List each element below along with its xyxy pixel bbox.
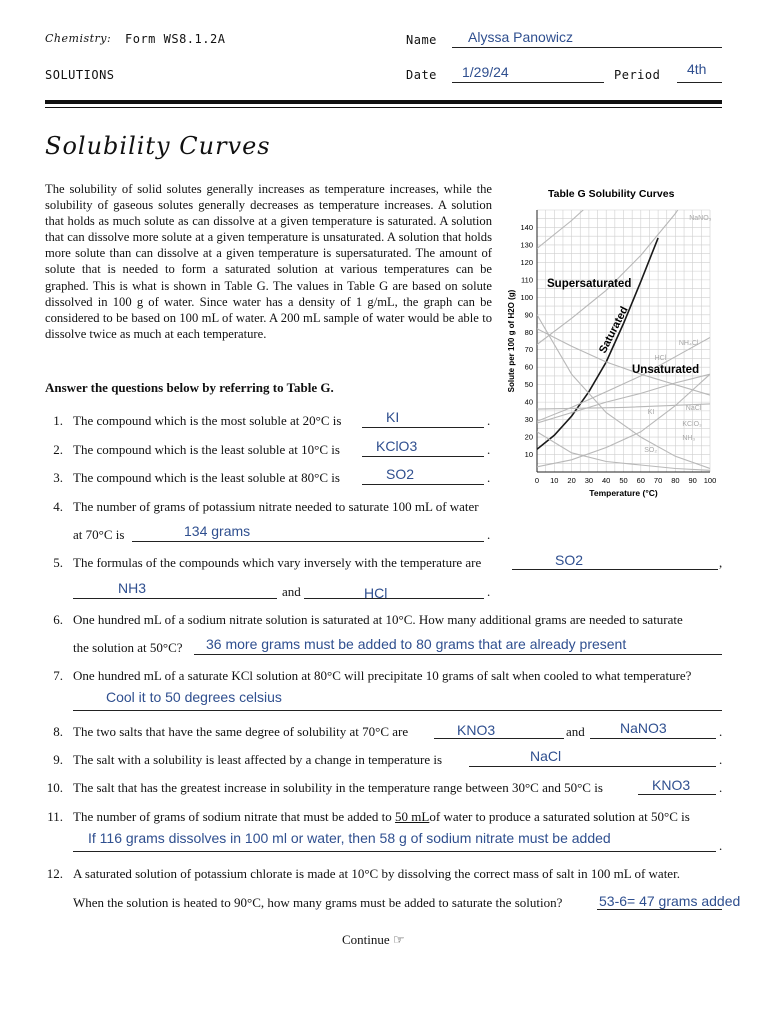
q8-answer-line-1	[434, 738, 564, 739]
form-code: Form WS8.1.2A	[125, 32, 226, 46]
y-tick-label: 30	[524, 415, 533, 425]
x-tick-label: 0	[534, 476, 540, 485]
q7-number: 7.	[53, 668, 63, 683]
q9-number: 9.	[53, 752, 63, 767]
q5-connector: and	[282, 584, 301, 599]
period-label: Period	[614, 68, 661, 82]
q11-number: 11.	[47, 809, 63, 824]
x-tick-label: 30	[584, 476, 594, 485]
y-tick-label: 70	[524, 345, 533, 355]
x-tick-label: 40	[602, 476, 611, 485]
q6-answer-line	[194, 654, 722, 655]
y-tick-label: 50	[524, 380, 533, 390]
q5-answer-2[interactable]: NH3	[118, 580, 147, 596]
series-label-nh3: NH₃	[682, 435, 696, 442]
q7-answer[interactable]: Cool it to 50 degrees celsius	[106, 689, 282, 705]
y-tick-label: 120	[520, 257, 533, 267]
x-tick-label: 20	[567, 476, 576, 485]
series-label-kclo3: KClO₃	[682, 421, 702, 428]
subject-label: SOLUTIONS	[45, 68, 115, 82]
series-label-nh4cl: NH₄Cl	[678, 340, 699, 347]
y-tick-label: 10	[524, 450, 533, 460]
q11-text-before: The number of grams of sodium nitrate that must be added to	[73, 809, 392, 824]
q8-connector: and	[566, 724, 585, 739]
q12-text: A saturated solution of potassium chlorate is made at 10°C by dissolving the correct mass of salt in 100 mL of water.	[73, 866, 680, 881]
q5-period: .	[487, 584, 491, 599]
solubility-chart	[500, 182, 728, 502]
continue-label: Continue ☞	[342, 932, 405, 947]
annotation-saturated: Saturated	[596, 304, 631, 356]
q7-text: One hundred mL of a saturate KCl solution at 80°C will precipitate 10 grams of salt when cooled to what temperature?	[73, 668, 692, 683]
q10-text: The salt that has the greatest increase in solubility in the temperature range between 30°C and 50°C is	[73, 780, 603, 795]
q4-number: 4.	[53, 499, 63, 514]
x-tick-label: 50	[619, 476, 628, 485]
q6-text-line2: the solution at 50°C?	[73, 640, 183, 655]
q11-text	[73, 809, 690, 825]
q9-text: The salt with a solubility is least affected by a change in temperature is	[73, 752, 443, 767]
q8-answer-2[interactable]: NaNO3	[620, 720, 667, 736]
q8-answer-1[interactable]: KNO3	[457, 722, 496, 738]
q4-text: The number of grams of potassium nitrate needed to saturate 100 mL of water	[73, 499, 479, 514]
q6-answer[interactable]: 36 more grams must be added to 80 grams that are already present	[206, 636, 627, 652]
q2-number: 2.	[53, 442, 63, 457]
q3-number: 3.	[53, 470, 63, 485]
q2-answer[interactable]: KClO3	[376, 438, 418, 454]
q4-answer[interactable]: 134 grams	[184, 523, 251, 539]
q10-answer[interactable]: KNO3	[652, 777, 691, 793]
q11-text-after: of water to produce a saturated solution at 50°C is	[429, 809, 690, 824]
q12-text-line2: When the solution is heated to 90°C, how many grams must be added to saturate the solution?	[73, 895, 563, 910]
q5-answer-line-1	[512, 569, 718, 570]
q10-period: .	[719, 780, 723, 795]
series-label-hcl: HCl	[654, 355, 667, 362]
x-tick-label: 100	[703, 476, 717, 485]
annotation-unsaturated: Unsaturated	[632, 364, 700, 376]
q5-answer-1[interactable]: SO2	[555, 552, 584, 568]
series-label-nacl: NaCl	[685, 405, 702, 412]
q2-period: .	[487, 442, 491, 457]
q8-number: 8.	[53, 724, 63, 739]
q10-number: 10.	[46, 780, 63, 795]
q3-answer[interactable]: SO2	[386, 466, 415, 482]
header-rule-thin	[45, 107, 722, 108]
q5-answer-line-2	[73, 598, 277, 599]
series-label-nano3: NaNO₃	[689, 215, 712, 222]
q1-period: .	[487, 413, 491, 428]
q4-answer-line	[132, 541, 484, 542]
q2-answer-line	[362, 456, 484, 457]
q3-text: The compound which is the least soluble at 80°C is	[73, 470, 340, 485]
q12-answer-line	[597, 909, 722, 910]
series-label-ki: KI	[647, 409, 655, 416]
q5-comma: ,	[719, 555, 723, 570]
q12-number: 12.	[46, 866, 63, 881]
x-tick-label: 60	[636, 476, 645, 485]
q11-text-volume: 50 mL	[395, 809, 430, 824]
y-tick-label: 40	[524, 397, 533, 407]
q9-period: .	[719, 752, 723, 767]
y-tick-label: 130	[520, 240, 533, 250]
period-value[interactable]: 4th	[687, 61, 707, 77]
series-label-so2: SO₂	[644, 447, 658, 454]
period-line	[677, 82, 722, 83]
q5-answer-3[interactable]: HCl	[364, 585, 388, 601]
q4-period: .	[487, 527, 491, 542]
y-tick-label: 90	[524, 310, 533, 320]
q5-answer-line-3	[304, 598, 484, 599]
q9-answer[interactable]: NaCl	[530, 748, 562, 764]
y-tick-label: 60	[524, 362, 533, 372]
annotation-supersaturated: Supersaturated	[547, 278, 632, 290]
y-tick-label: 140	[520, 222, 533, 232]
course-label: Chemistry:	[45, 32, 112, 45]
intro-paragraph: The solubility of solid solutes generally increases as temperature increases, while the solubility of gaseous solutes generally decreases as temperature increases. A solution that holds as much solute as can dissolve at a given temperature is saturated. A solution that can dissolve more solute at a given temperature is unsaturated. A solution that holds more solute than can dissolve at a given temperature is supersaturated. The amount of solute that is needed to form a saturated solution at various temperatures can be graphed. This is what is shown in Table G. The values in Table G are based on solute dissolved in 100 g of water. Since water has a density of 1 g/mL, the graph can be considered to be based on 100 mL of water. A 200 mL sample of water would be able to dissolve twice as much at each temperature.	[45, 182, 492, 341]
date-value[interactable]: 1/29/24	[462, 64, 509, 80]
page-title: Solubility Curves	[45, 132, 271, 160]
q3-answer-line	[362, 484, 484, 485]
q10-answer-line	[638, 794, 716, 795]
y-axis-label: Solute per 100 g of H2O (g)	[507, 289, 516, 393]
q9-answer-line	[469, 766, 716, 767]
date-line	[452, 82, 604, 83]
q1-answer[interactable]: KI	[386, 409, 400, 425]
q1-text: The compound which is the most soluble at 20°C is	[73, 413, 342, 428]
q5-text: The formulas of the compounds which vary inversely with the temperature are	[73, 555, 482, 570]
q2-text: The compound which is the least soluble at 10°C is	[73, 442, 340, 457]
x-tick-label: 70	[653, 476, 663, 485]
q11-period: .	[719, 838, 723, 853]
y-tick-label: 100	[520, 292, 533, 302]
instructions: Answer the questions below by referring to Table G.	[45, 380, 334, 395]
name-line	[452, 47, 722, 48]
name-label: Name	[406, 33, 437, 47]
header-rule-thick	[45, 100, 722, 104]
q8-period: .	[719, 724, 723, 739]
q7-answer-line	[73, 710, 722, 711]
q12-answer[interactable]: 53-6= 47 grams added	[599, 893, 741, 909]
x-tick-label: 90	[688, 476, 697, 485]
q1-number: 1.	[53, 413, 63, 428]
q6-text: One hundred mL of a sodium nitrate solution is saturated at 10°C. How many additional grams are needed to saturate	[73, 612, 683, 627]
q8-text: The two salts that have the same degree of solubility at 70°C are	[73, 724, 409, 739]
y-tick-label: 80	[524, 327, 533, 337]
y-tick-label: 20	[524, 432, 533, 442]
q6-number: 6.	[53, 612, 63, 627]
q11-answer[interactable]: If 116 grams dissolves in 100 ml or water, then 58 g of sodium nitrate must be added	[88, 830, 611, 846]
x-tick-label: 80	[671, 476, 680, 485]
chart-title: Table G Solubility Curves	[548, 188, 675, 200]
q11-answer-line	[73, 851, 716, 852]
name-value[interactable]: Alyssa Panowicz	[468, 29, 574, 45]
q1-answer-line	[362, 427, 484, 428]
y-tick-label: 110	[521, 275, 533, 285]
q5-number: 5.	[53, 555, 63, 570]
x-axis-label: Temperature (°C)	[589, 488, 658, 498]
q8-answer-line-2	[590, 738, 716, 739]
date-label: Date	[406, 68, 437, 82]
q4-text-line2: at 70°C is	[73, 527, 125, 542]
x-tick-label: 10	[550, 476, 559, 485]
q3-period: .	[487, 470, 491, 485]
